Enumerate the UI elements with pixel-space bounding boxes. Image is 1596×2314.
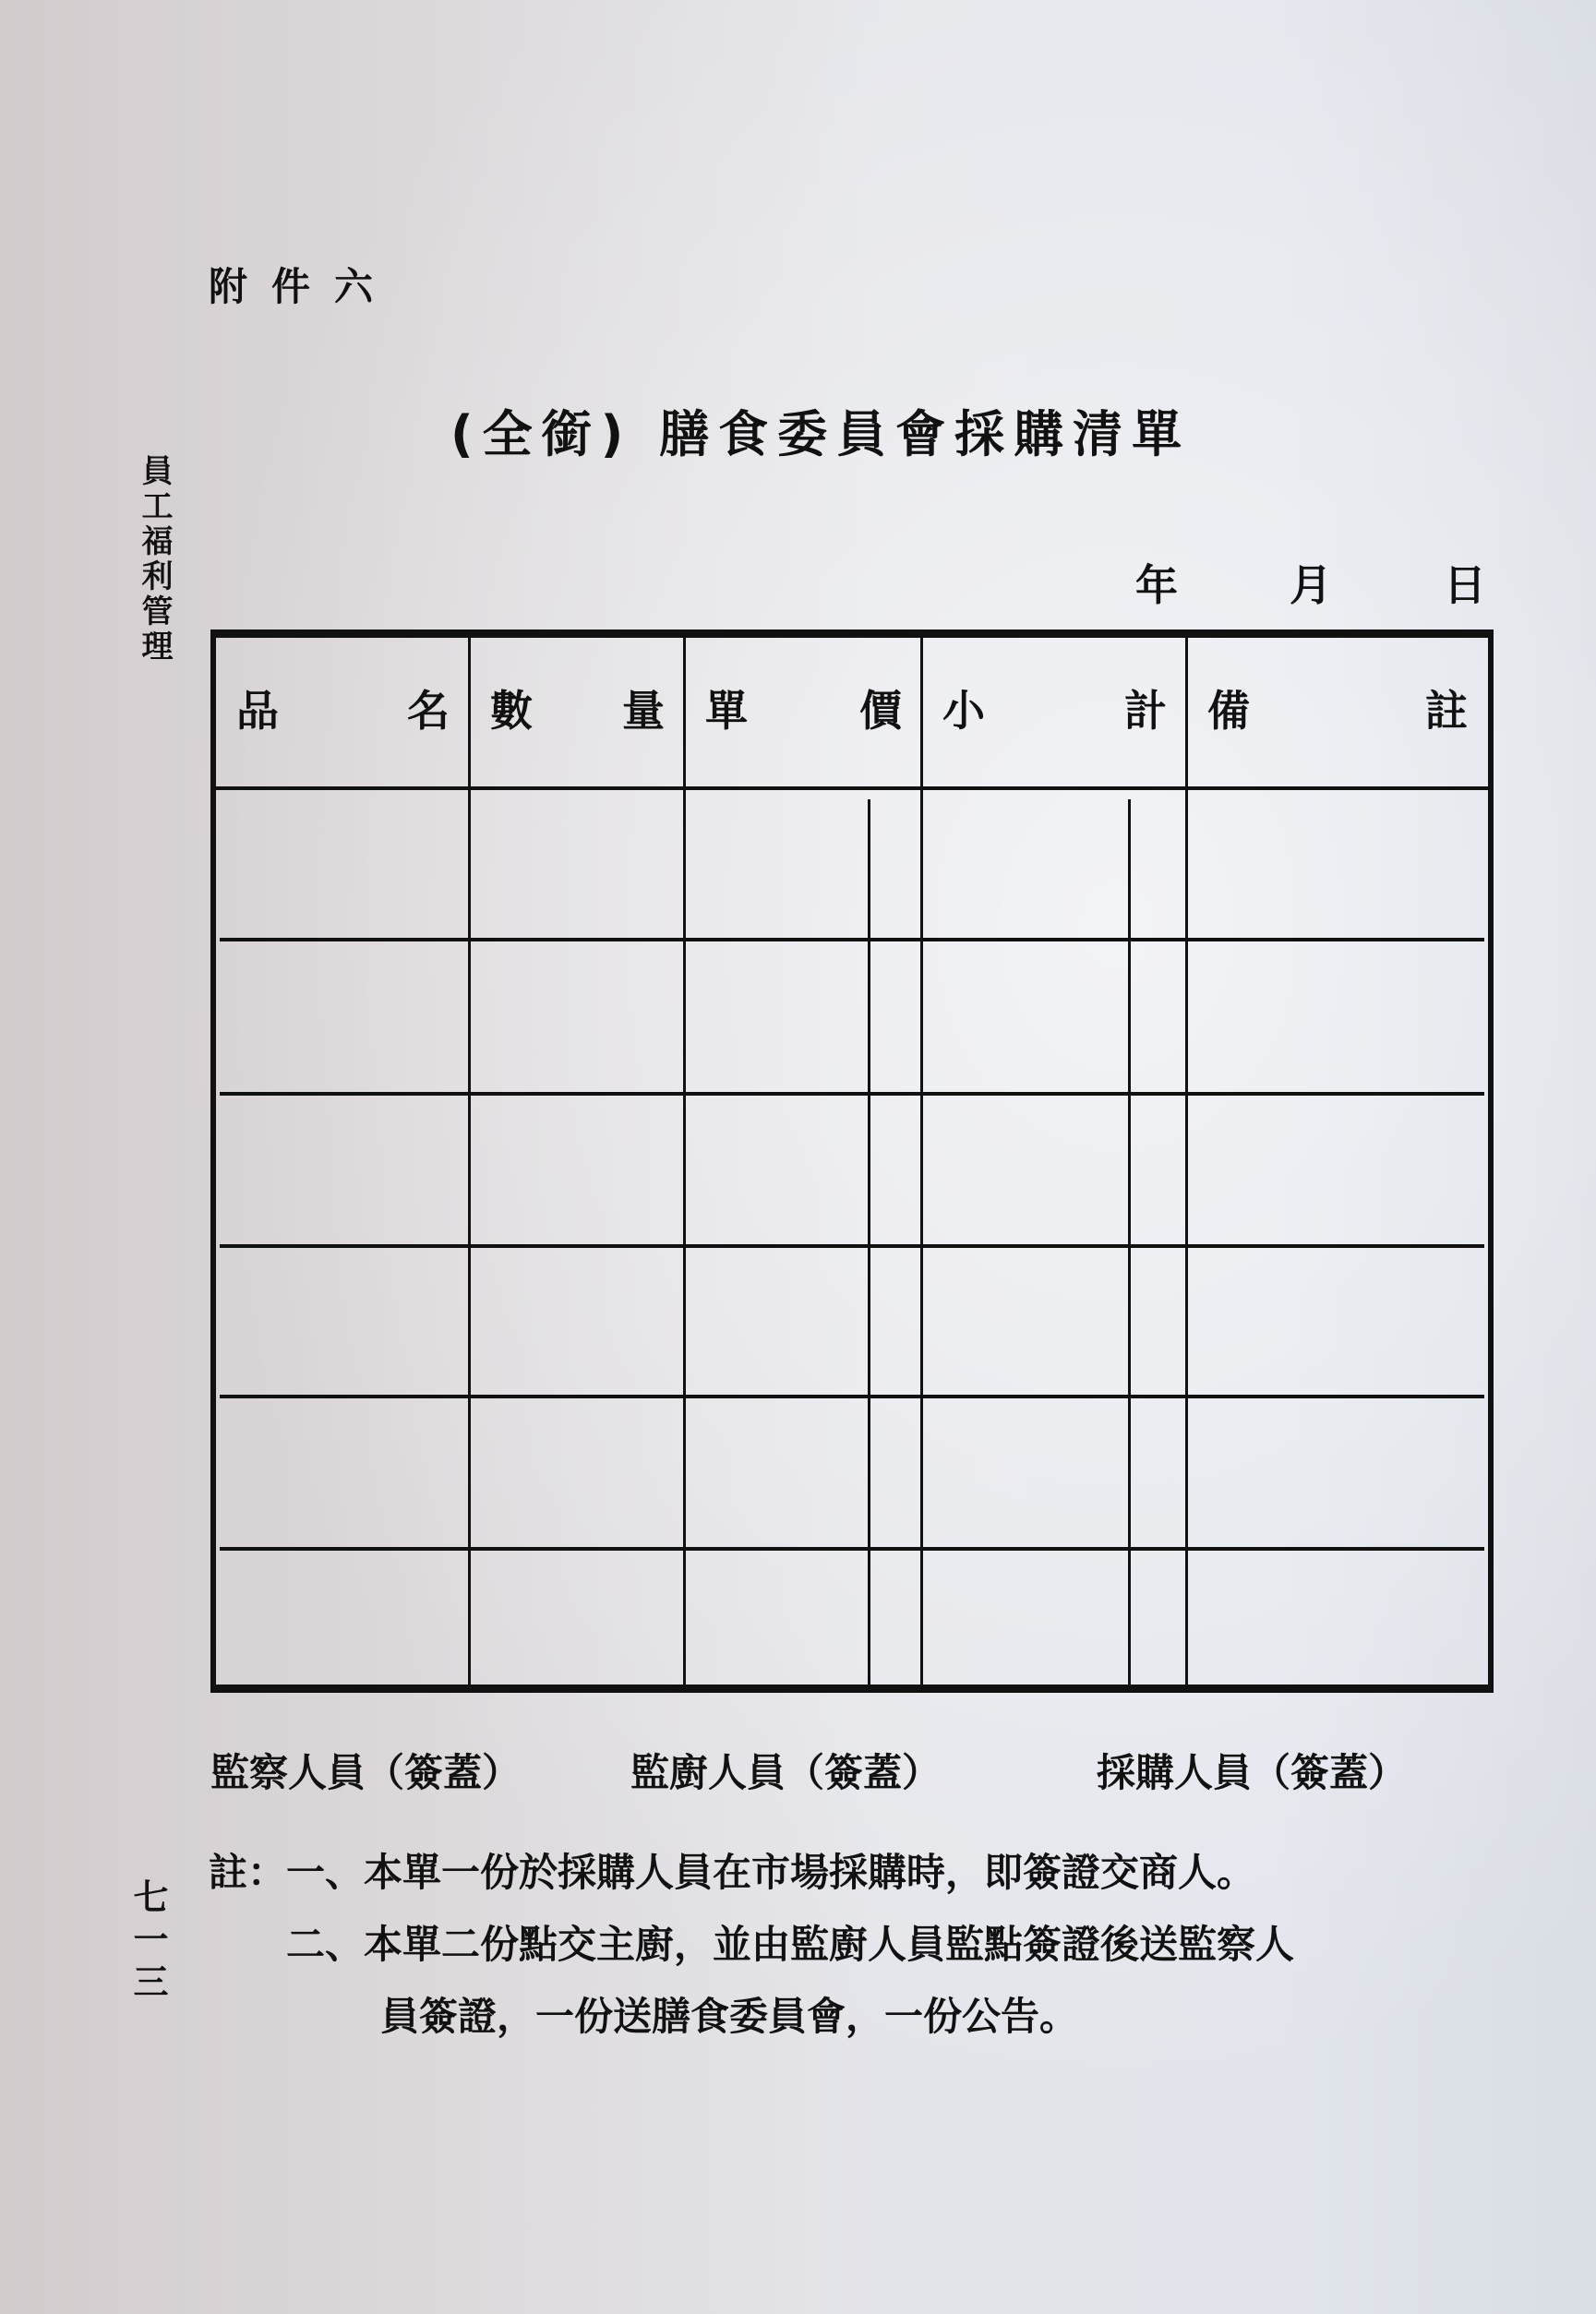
row-divider [220,1092,1484,1096]
note-item-1: 一、本單一份於採購人員在市場採購時，即簽證交商人。 [286,1850,1256,1895]
date-month-label: 月 [1290,560,1332,610]
header-char: 單 [705,685,748,736]
header-char: 數 [490,685,533,736]
header-char: 品 [236,685,279,736]
note-item-2: 二、本單二份點交主廚，並由監廚人員監點簽證後送監察人 [286,1922,1295,1967]
date-line [1135,552,1486,613]
note-item-2-continued: 員簽證，一份送膳食委員會，一份公告。 [380,1994,1079,2039]
header-char: 小 [942,685,985,736]
row-divider [220,1395,1484,1398]
row-divider [220,938,1484,941]
header-char: 名 [407,685,450,736]
column-header-unit-price [685,638,922,786]
table-header-row [216,638,1488,790]
purchase-list-table [210,629,1494,1693]
attachment-label: 附件六 [209,264,398,309]
column-header-remarks [1187,638,1488,786]
header-char: 備 [1207,685,1250,736]
column-header-item-name [216,638,470,786]
signature-purchaser: 採購人員（簽蓋） [1097,1750,1408,1795]
date-year-label: 年 [1135,560,1178,610]
date-day-label: 日 [1444,560,1486,610]
row-divider [220,1547,1484,1551]
header-char: 量 [622,685,665,736]
header-char: 計 [1124,685,1167,736]
column-header-quantity [470,638,685,786]
column-header-subtotal [922,638,1187,786]
column-divider [920,638,923,1685]
header-char: 註 [1425,685,1468,736]
column-divider [468,638,471,1685]
signature-kitchen-monitor: 監廚人員（簽蓋） [630,1750,942,1795]
signature-supervisor: 監察人員（簽蓋） [210,1750,522,1795]
running-header: 員工福利管理 [136,454,173,665]
header-char: 價 [859,685,902,736]
column-divider [1185,638,1188,1685]
table-row [222,793,466,935]
page-number: 七一三 [127,1878,168,2006]
subtotal-subdivider [1128,799,1131,1685]
form-title: (全銜) 膳食委員會採購清單 [450,405,1192,463]
column-divider [683,638,686,1685]
row-divider [220,1244,1484,1248]
unit-price-subdivider [868,799,870,1685]
notes-prefix: 註： [209,1850,287,1895]
